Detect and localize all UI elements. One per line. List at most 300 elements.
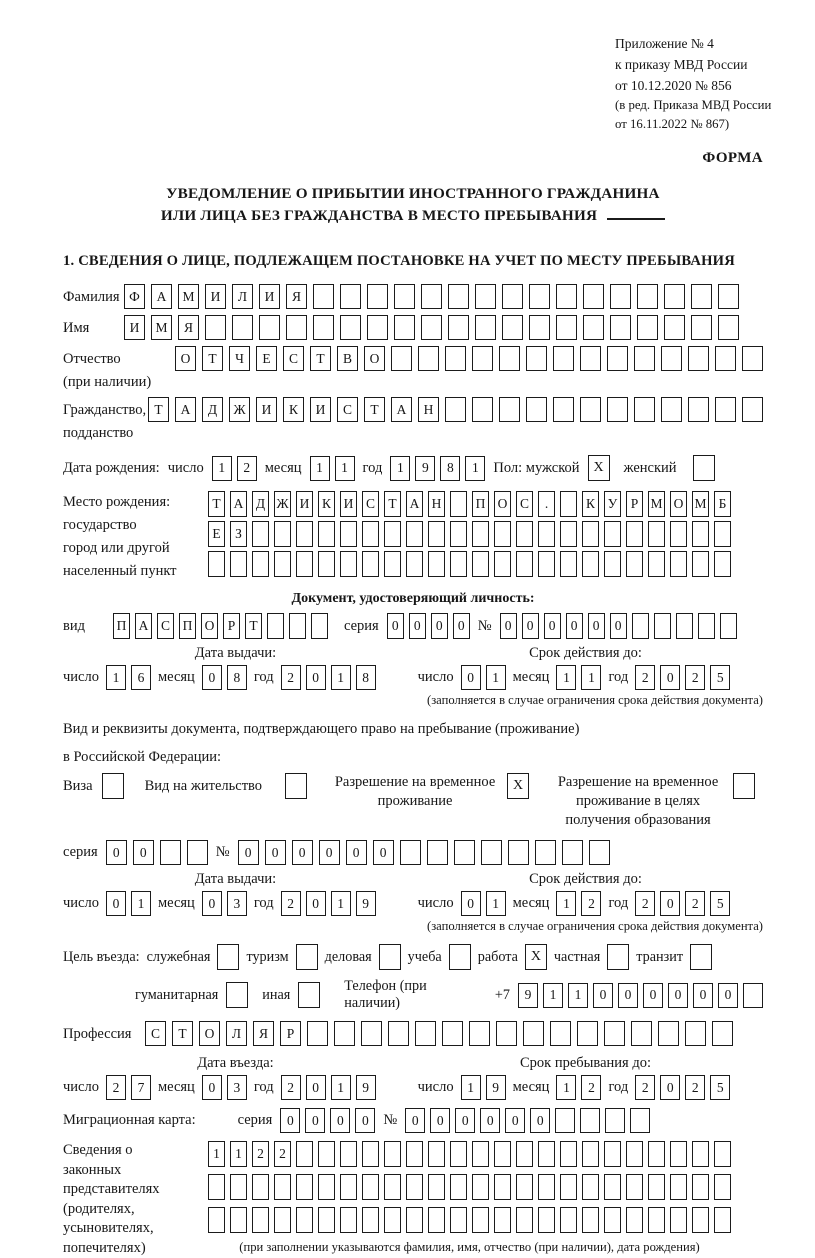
char-cell[interactable] <box>318 1207 335 1233</box>
char-cell[interactable] <box>428 1141 445 1167</box>
char-cell[interactable]: 1 <box>208 1141 225 1167</box>
char-cell[interactable]: Ч <box>229 346 250 371</box>
char-cell[interactable] <box>391 346 412 371</box>
char-cell[interactable] <box>582 551 599 577</box>
char-cell[interactable] <box>296 1174 313 1200</box>
char-cell[interactable] <box>626 1207 643 1233</box>
char-cell[interactable] <box>450 1174 467 1200</box>
char-cell[interactable] <box>604 521 621 547</box>
char-cell[interactable] <box>654 613 671 639</box>
char-cell[interactable]: О <box>175 346 196 371</box>
char-cell[interactable] <box>664 315 685 340</box>
char-cell[interactable]: 0 <box>280 1108 300 1133</box>
char-cell[interactable]: С <box>145 1021 166 1046</box>
char-cell[interactable]: И <box>340 491 357 517</box>
purpose-humanitarian-checkbox[interactable] <box>226 982 248 1008</box>
char-cell[interactable] <box>286 315 307 340</box>
char-cell[interactable] <box>274 521 291 547</box>
char-cell[interactable] <box>648 521 665 547</box>
char-cell[interactable]: 0 <box>500 613 517 639</box>
purpose-official-checkbox[interactable] <box>217 944 239 970</box>
char-cell[interactable] <box>494 521 511 547</box>
char-cell[interactable] <box>340 284 361 309</box>
char-cell[interactable] <box>516 1174 533 1200</box>
char-cell[interactable]: Т <box>148 397 169 422</box>
char-cell[interactable] <box>714 1141 731 1167</box>
char-cell[interactable]: 0 <box>453 613 470 639</box>
char-cell[interactable] <box>714 1207 731 1233</box>
char-cell[interactable] <box>743 983 763 1008</box>
char-cell[interactable] <box>560 1174 577 1200</box>
char-cell[interactable] <box>661 346 682 371</box>
char-cell[interactable]: А <box>230 491 247 517</box>
char-cell[interactable] <box>560 551 577 577</box>
char-cell[interactable] <box>577 1021 598 1046</box>
char-cell[interactable]: С <box>283 346 304 371</box>
char-cell[interactable]: 0 <box>610 613 627 639</box>
char-cell[interactable] <box>580 397 601 422</box>
char-cell[interactable] <box>384 1207 401 1233</box>
char-cell[interactable] <box>632 613 649 639</box>
char-cell[interactable]: Т <box>384 491 401 517</box>
char-cell[interactable] <box>232 315 253 340</box>
char-cell[interactable] <box>692 1207 709 1233</box>
char-cell[interactable]: 0 <box>643 983 663 1008</box>
char-cell[interactable] <box>556 284 577 309</box>
char-cell[interactable] <box>553 397 574 422</box>
char-cell[interactable] <box>394 284 415 309</box>
char-cell[interactable] <box>607 346 628 371</box>
char-cell[interactable] <box>529 315 550 340</box>
char-cell[interactable]: Ф <box>124 284 145 309</box>
char-cell[interactable]: 0 <box>461 891 481 916</box>
char-cell[interactable] <box>692 1174 709 1200</box>
char-cell[interactable] <box>553 346 574 371</box>
char-cell[interactable] <box>555 1108 575 1133</box>
char-cell[interactable]: 1 <box>331 1075 351 1100</box>
char-cell[interactable] <box>499 346 520 371</box>
char-cell[interactable]: 1 <box>131 891 151 916</box>
char-cell[interactable] <box>516 521 533 547</box>
char-cell[interactable] <box>427 840 448 865</box>
char-cell[interactable]: 0 <box>306 665 326 690</box>
char-cell[interactable]: 1 <box>543 983 563 1008</box>
char-cell[interactable]: 2 <box>635 891 655 916</box>
char-cell[interactable] <box>428 551 445 577</box>
char-cell[interactable] <box>252 1207 269 1233</box>
char-cell[interactable] <box>421 315 442 340</box>
char-cell[interactable] <box>661 397 682 422</box>
char-cell[interactable] <box>367 284 388 309</box>
char-cell[interactable]: Р <box>223 613 240 639</box>
char-cell[interactable] <box>252 551 269 577</box>
char-cell[interactable]: П <box>113 613 130 639</box>
char-cell[interactable]: 0 <box>405 1108 425 1133</box>
char-cell[interactable]: 0 <box>202 1075 222 1100</box>
char-cell[interactable]: 0 <box>355 1108 375 1133</box>
purpose-business-checkbox[interactable] <box>379 944 401 970</box>
char-cell[interactable] <box>406 1174 423 1200</box>
char-cell[interactable] <box>428 521 445 547</box>
char-cell[interactable] <box>394 315 415 340</box>
char-cell[interactable]: Е <box>208 521 225 547</box>
char-cell[interactable]: 0 <box>330 1108 350 1133</box>
char-cell[interactable] <box>583 315 604 340</box>
char-cell[interactable] <box>472 551 489 577</box>
char-cell[interactable]: 0 <box>505 1108 525 1133</box>
char-cell[interactable] <box>445 346 466 371</box>
char-cell[interactable]: О <box>364 346 385 371</box>
char-cell[interactable] <box>637 315 658 340</box>
char-cell[interactable] <box>610 315 631 340</box>
char-cell[interactable]: Т <box>364 397 385 422</box>
char-cell[interactable]: Л <box>232 284 253 309</box>
char-cell[interactable]: 0 <box>593 983 613 1008</box>
char-cell[interactable] <box>526 397 547 422</box>
char-cell[interactable] <box>648 1207 665 1233</box>
char-cell[interactable]: 9 <box>518 983 538 1008</box>
char-cell[interactable] <box>187 840 208 865</box>
char-cell[interactable] <box>718 284 739 309</box>
char-cell[interactable] <box>720 613 737 639</box>
char-cell[interactable]: 3 <box>227 891 247 916</box>
char-cell[interactable]: 0 <box>566 613 583 639</box>
char-cell[interactable] <box>580 346 601 371</box>
char-cell[interactable]: Ж <box>229 397 250 422</box>
char-cell[interactable]: 5 <box>710 1075 730 1100</box>
char-cell[interactable] <box>670 551 687 577</box>
char-cell[interactable]: 0 <box>106 891 126 916</box>
char-cell[interactable]: 2 <box>685 891 705 916</box>
char-cell[interactable] <box>296 1141 313 1167</box>
char-cell[interactable]: 2 <box>685 665 705 690</box>
char-cell[interactable] <box>340 1141 357 1167</box>
char-cell[interactable] <box>670 521 687 547</box>
char-cell[interactable] <box>442 1021 463 1046</box>
char-cell[interactable]: 0 <box>319 840 340 865</box>
char-cell[interactable]: 2 <box>281 1075 301 1100</box>
char-cell[interactable] <box>472 521 489 547</box>
char-cell[interactable]: А <box>406 491 423 517</box>
char-cell[interactable] <box>406 1141 423 1167</box>
char-cell[interactable] <box>388 1021 409 1046</box>
char-cell[interactable] <box>230 1207 247 1233</box>
char-cell[interactable]: О <box>199 1021 220 1046</box>
char-cell[interactable] <box>230 551 247 577</box>
char-cell[interactable] <box>538 1174 555 1200</box>
char-cell[interactable] <box>691 315 712 340</box>
char-cell[interactable]: 0 <box>265 840 286 865</box>
char-cell[interactable]: А <box>151 284 172 309</box>
char-cell[interactable]: 0 <box>461 665 481 690</box>
char-cell[interactable]: 7 <box>131 1075 151 1100</box>
char-cell[interactable]: И <box>205 284 226 309</box>
char-cell[interactable] <box>274 1207 291 1233</box>
char-cell[interactable] <box>450 1141 467 1167</box>
char-cell[interactable] <box>421 284 442 309</box>
char-cell[interactable]: У <box>604 491 621 517</box>
char-cell[interactable]: З <box>230 521 247 547</box>
char-cell[interactable] <box>384 1141 401 1167</box>
char-cell[interactable] <box>340 521 357 547</box>
char-cell[interactable]: 2 <box>274 1141 291 1167</box>
char-cell[interactable] <box>670 1207 687 1233</box>
char-cell[interactable]: 2 <box>281 665 301 690</box>
char-cell[interactable] <box>562 840 583 865</box>
char-cell[interactable] <box>296 551 313 577</box>
char-cell[interactable]: М <box>151 315 172 340</box>
char-cell[interactable] <box>205 315 226 340</box>
char-cell[interactable] <box>296 521 313 547</box>
char-cell[interactable]: Т <box>202 346 223 371</box>
char-cell[interactable] <box>538 551 555 577</box>
char-cell[interactable]: 1 <box>461 1075 481 1100</box>
char-cell[interactable] <box>494 1174 511 1200</box>
char-cell[interactable]: И <box>259 284 280 309</box>
char-cell[interactable]: 0 <box>387 613 404 639</box>
char-cell[interactable]: А <box>135 613 152 639</box>
char-cell[interactable] <box>362 1141 379 1167</box>
char-cell[interactable] <box>362 1174 379 1200</box>
char-cell[interactable] <box>718 315 739 340</box>
char-cell[interactable]: 1 <box>331 891 351 916</box>
char-cell[interactable]: Р <box>626 491 643 517</box>
char-cell[interactable]: 2 <box>635 665 655 690</box>
char-cell[interactable]: А <box>391 397 412 422</box>
char-cell[interactable]: 0 <box>618 983 638 1008</box>
char-cell[interactable]: 1 <box>556 891 576 916</box>
char-cell[interactable] <box>289 613 306 639</box>
char-cell[interactable]: П <box>179 613 196 639</box>
char-cell[interactable]: О <box>494 491 511 517</box>
char-cell[interactable] <box>307 1021 328 1046</box>
char-cell[interactable] <box>742 346 763 371</box>
char-cell[interactable]: И <box>310 397 331 422</box>
char-cell[interactable] <box>362 521 379 547</box>
char-cell[interactable] <box>475 315 496 340</box>
char-cell[interactable]: 0 <box>660 1075 680 1100</box>
char-cell[interactable] <box>630 1108 650 1133</box>
char-cell[interactable]: Е <box>256 346 277 371</box>
char-cell[interactable]: 2 <box>252 1141 269 1167</box>
char-cell[interactable] <box>560 1207 577 1233</box>
char-cell[interactable] <box>560 1141 577 1167</box>
char-cell[interactable]: Н <box>418 397 439 422</box>
char-cell[interactable]: 3 <box>227 1075 247 1100</box>
purpose-transit-checkbox[interactable] <box>690 944 712 970</box>
char-cell[interactable]: 1 <box>486 891 506 916</box>
char-cell[interactable] <box>529 284 550 309</box>
char-cell[interactable] <box>631 1021 652 1046</box>
char-cell[interactable]: 1 <box>465 456 485 481</box>
char-cell[interactable] <box>340 1207 357 1233</box>
char-cell[interactable] <box>688 397 709 422</box>
char-cell[interactable] <box>472 1174 489 1200</box>
char-cell[interactable] <box>340 315 361 340</box>
char-cell[interactable] <box>252 521 269 547</box>
char-cell[interactable]: 0 <box>660 665 680 690</box>
char-cell[interactable] <box>688 346 709 371</box>
char-cell[interactable] <box>604 1021 625 1046</box>
char-cell[interactable] <box>560 521 577 547</box>
char-cell[interactable]: 0 <box>305 1108 325 1133</box>
char-cell[interactable] <box>580 1108 600 1133</box>
char-cell[interactable]: 2 <box>237 456 257 481</box>
char-cell[interactable]: Ж <box>274 491 291 517</box>
residence-permit-checkbox[interactable] <box>285 773 307 799</box>
char-cell[interactable] <box>715 397 736 422</box>
char-cell[interactable] <box>208 1207 225 1233</box>
char-cell[interactable]: 0 <box>292 840 313 865</box>
char-cell[interactable] <box>648 1174 665 1200</box>
char-cell[interactable] <box>691 284 712 309</box>
char-cell[interactable] <box>604 551 621 577</box>
char-cell[interactable]: 1 <box>212 456 232 481</box>
char-cell[interactable] <box>472 346 493 371</box>
char-cell[interactable] <box>637 284 658 309</box>
char-cell[interactable] <box>692 551 709 577</box>
char-cell[interactable] <box>340 1174 357 1200</box>
char-cell[interactable] <box>526 346 547 371</box>
char-cell[interactable] <box>715 346 736 371</box>
char-cell[interactable] <box>400 840 421 865</box>
char-cell[interactable] <box>516 1207 533 1233</box>
char-cell[interactable] <box>712 1021 733 1046</box>
char-cell[interactable]: 8 <box>227 665 247 690</box>
char-cell[interactable] <box>648 551 665 577</box>
char-cell[interactable]: Л <box>226 1021 247 1046</box>
char-cell[interactable] <box>259 315 280 340</box>
char-cell[interactable] <box>494 1207 511 1233</box>
char-cell[interactable]: 5 <box>710 665 730 690</box>
char-cell[interactable] <box>160 840 181 865</box>
char-cell[interactable] <box>367 315 388 340</box>
char-cell[interactable] <box>685 1021 706 1046</box>
char-cell[interactable] <box>714 551 731 577</box>
char-cell[interactable] <box>610 284 631 309</box>
char-cell[interactable]: 1 <box>106 665 126 690</box>
char-cell[interactable] <box>560 491 577 517</box>
char-cell[interactable] <box>496 1021 517 1046</box>
char-cell[interactable]: Б <box>714 491 731 517</box>
char-cell[interactable]: 0 <box>373 840 394 865</box>
char-cell[interactable]: С <box>516 491 533 517</box>
char-cell[interactable]: О <box>670 491 687 517</box>
char-cell[interactable] <box>318 1141 335 1167</box>
char-cell[interactable] <box>313 284 334 309</box>
char-cell[interactable] <box>714 1174 731 1200</box>
char-cell[interactable]: 1 <box>568 983 588 1008</box>
char-cell[interactable]: 0 <box>522 613 539 639</box>
char-cell[interactable] <box>311 613 328 639</box>
char-cell[interactable]: Я <box>253 1021 274 1046</box>
char-cell[interactable] <box>582 1174 599 1200</box>
char-cell[interactable]: П <box>472 491 489 517</box>
char-cell[interactable]: К <box>283 397 304 422</box>
char-cell[interactable] <box>274 1174 291 1200</box>
char-cell[interactable] <box>406 1207 423 1233</box>
char-cell[interactable]: 8 <box>440 456 460 481</box>
char-cell[interactable]: 0 <box>409 613 426 639</box>
char-cell[interactable] <box>550 1021 571 1046</box>
char-cell[interactable]: К <box>318 491 335 517</box>
char-cell[interactable] <box>296 1207 313 1233</box>
char-cell[interactable] <box>516 551 533 577</box>
char-cell[interactable] <box>583 284 604 309</box>
char-cell[interactable]: 0 <box>668 983 688 1008</box>
char-cell[interactable] <box>634 346 655 371</box>
char-cell[interactable]: 0 <box>346 840 367 865</box>
char-cell[interactable]: 9 <box>356 891 376 916</box>
char-cell[interactable] <box>670 1141 687 1167</box>
char-cell[interactable] <box>626 1174 643 1200</box>
char-cell[interactable] <box>208 1174 225 1200</box>
char-cell[interactable]: 5 <box>710 891 730 916</box>
char-cell[interactable] <box>538 521 555 547</box>
char-cell[interactable] <box>428 1207 445 1233</box>
char-cell[interactable] <box>698 613 715 639</box>
char-cell[interactable] <box>208 551 225 577</box>
char-cell[interactable] <box>658 1021 679 1046</box>
char-cell[interactable] <box>361 1021 382 1046</box>
char-cell[interactable]: 0 <box>660 891 680 916</box>
char-cell[interactable]: А <box>175 397 196 422</box>
char-cell[interactable] <box>502 284 523 309</box>
char-cell[interactable]: Т <box>208 491 225 517</box>
char-cell[interactable] <box>481 840 502 865</box>
char-cell[interactable] <box>362 551 379 577</box>
char-cell[interactable] <box>494 551 511 577</box>
char-cell[interactable] <box>418 346 439 371</box>
char-cell[interactable] <box>230 1174 247 1200</box>
char-cell[interactable]: 1 <box>335 456 355 481</box>
char-cell[interactable]: 9 <box>356 1075 376 1100</box>
char-cell[interactable]: 1 <box>310 456 330 481</box>
char-cell[interactable] <box>604 1207 621 1233</box>
char-cell[interactable] <box>692 521 709 547</box>
char-cell[interactable]: 1 <box>486 665 506 690</box>
rvp-edu-checkbox[interactable] <box>733 773 755 799</box>
char-cell[interactable] <box>384 551 401 577</box>
purpose-other-checkbox[interactable] <box>298 982 320 1008</box>
char-cell[interactable] <box>448 284 469 309</box>
char-cell[interactable]: Р <box>280 1021 301 1046</box>
char-cell[interactable] <box>445 397 466 422</box>
char-cell[interactable] <box>472 1141 489 1167</box>
char-cell[interactable] <box>454 840 475 865</box>
char-cell[interactable]: 0 <box>430 1108 450 1133</box>
char-cell[interactable] <box>252 1174 269 1200</box>
char-cell[interactable] <box>318 1174 335 1200</box>
char-cell[interactable]: 0 <box>133 840 154 865</box>
purpose-study-checkbox[interactable] <box>449 944 471 970</box>
char-cell[interactable]: 0 <box>718 983 738 1008</box>
char-cell[interactable]: О <box>201 613 218 639</box>
char-cell[interactable] <box>274 551 291 577</box>
char-cell[interactable] <box>664 284 685 309</box>
char-cell[interactable]: И <box>124 315 145 340</box>
char-cell[interactable]: 2 <box>281 891 301 916</box>
char-cell[interactable] <box>626 521 643 547</box>
char-cell[interactable] <box>538 1141 555 1167</box>
char-cell[interactable]: 0 <box>306 891 326 916</box>
char-cell[interactable] <box>634 397 655 422</box>
char-cell[interactable] <box>607 397 628 422</box>
female-checkbox[interactable] <box>693 455 715 481</box>
char-cell[interactable]: 2 <box>685 1075 705 1100</box>
char-cell[interactable]: 1 <box>556 665 576 690</box>
char-cell[interactable] <box>582 1207 599 1233</box>
